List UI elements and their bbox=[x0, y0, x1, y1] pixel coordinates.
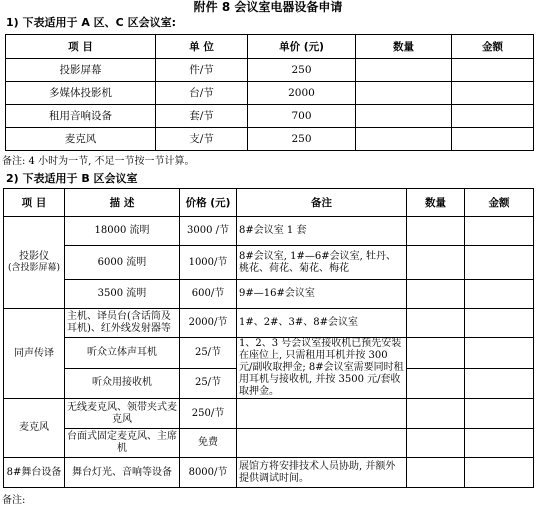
cell-item: 麦克风 bbox=[6, 128, 156, 151]
cell-quantity[interactable] bbox=[356, 82, 452, 105]
cell-amount[interactable] bbox=[465, 399, 534, 429]
cell-price: 250 bbox=[248, 128, 356, 151]
table-row bbox=[6, 105, 534, 128]
table-ac-zone bbox=[5, 34, 534, 151]
group-microphone: 麦克风 bbox=[4, 399, 65, 458]
cell-price: 2000 bbox=[248, 82, 356, 105]
table-row bbox=[4, 458, 534, 488]
cell-quantity[interactable] bbox=[356, 59, 452, 82]
cell-description: 舞台灯光、音响等设备 bbox=[65, 458, 180, 488]
cell-quantity[interactable] bbox=[407, 309, 465, 338]
cell-price: 600/节 bbox=[180, 280, 237, 309]
cell-remark: 8#会议室 1 套 bbox=[237, 217, 407, 246]
cell-price: 3000 /节 bbox=[180, 217, 237, 246]
cell-quantity[interactable] bbox=[407, 246, 465, 280]
cell-remark-shared: 1、2、3 号会议室接收机已预先安装在座位上, 只需租用耳机并按 300 元/副收取押金; 8#会议室需要同时租用耳机与接收机, 并按 3500 元/套收取押金。 bbox=[237, 338, 407, 399]
cell-unit: 套/节 bbox=[156, 105, 248, 128]
group-interpretation: 同声传译 bbox=[4, 309, 65, 399]
table-row bbox=[6, 59, 534, 82]
cell-price: 1000/节 bbox=[180, 246, 237, 280]
cell-item: 多媒体投影机 bbox=[6, 82, 156, 105]
section1-heading: 1) 下表适用于 A 区、C 区会议室: bbox=[6, 16, 176, 29]
table-row bbox=[4, 338, 534, 369]
cell-description: 6000 流明 bbox=[65, 246, 180, 280]
cell-price: 2000/节 bbox=[180, 309, 237, 338]
table-row bbox=[6, 82, 534, 105]
col-header-amount: 金额 bbox=[465, 189, 534, 217]
cell-amount[interactable] bbox=[452, 105, 534, 128]
cell-amount[interactable] bbox=[465, 280, 534, 309]
section2-note: 备注: bbox=[2, 495, 26, 506]
cell-amount[interactable] bbox=[465, 217, 534, 246]
cell-quantity[interactable] bbox=[407, 368, 465, 399]
group-stage: 8#舞台设备 bbox=[4, 458, 65, 488]
table-row bbox=[4, 309, 534, 338]
cell-description: 无线麦克风、领带夹式麦克风 bbox=[65, 399, 180, 429]
cell-remark: 9#—16#会议室 bbox=[237, 280, 407, 309]
table-header-row bbox=[6, 35, 534, 59]
group-sublabel: (含投影屏幕) bbox=[7, 263, 61, 273]
cell-quantity[interactable] bbox=[407, 429, 465, 458]
cell-quantity[interactable] bbox=[407, 338, 465, 369]
table-b-zone bbox=[3, 188, 534, 488]
cell-unit: 件/节 bbox=[156, 59, 248, 82]
col-header-amount: 金额 bbox=[452, 35, 534, 59]
cell-amount[interactable] bbox=[465, 246, 534, 280]
cell-description: 3500 流明 bbox=[65, 280, 180, 309]
cell-amount[interactable] bbox=[465, 458, 534, 488]
table-row bbox=[4, 246, 534, 280]
cell-description: 听众立体声耳机 bbox=[65, 338, 180, 369]
cell-description: 台面式固定麦克风、主席机 bbox=[65, 429, 180, 458]
table-header-row bbox=[4, 189, 534, 217]
cell-item: 租用音响设备 bbox=[6, 105, 156, 128]
col-header-item: 项 目 bbox=[4, 189, 65, 217]
cell-quantity[interactable] bbox=[407, 217, 465, 246]
col-header-price: 单价 (元) bbox=[248, 35, 356, 59]
cell-description: 听众用接收机 bbox=[65, 368, 180, 399]
cell-amount[interactable] bbox=[465, 429, 534, 458]
cell-price: 700 bbox=[248, 105, 356, 128]
cell-quantity[interactable] bbox=[356, 105, 452, 128]
cell-description: 18000 流明 bbox=[65, 217, 180, 246]
cell-price: 8000/节 bbox=[180, 458, 237, 488]
document-title: 附件 8 会议室电器设备申请 bbox=[193, 0, 343, 14]
cell-amount[interactable] bbox=[465, 338, 534, 369]
cell-unit: 支/节 bbox=[156, 128, 248, 151]
cell-description: 主机、译员台(含话筒及耳机)、红外线发射器等 bbox=[65, 309, 180, 338]
cell-quantity[interactable] bbox=[356, 128, 452, 151]
table-row bbox=[4, 399, 534, 429]
cell-amount[interactable] bbox=[452, 59, 534, 82]
cell-quantity[interactable] bbox=[407, 458, 465, 488]
cell-remark: 1#、2#、3#、8#会议室 bbox=[237, 309, 407, 338]
table-row bbox=[4, 280, 534, 309]
cell-remark bbox=[237, 399, 407, 429]
cell-price: 25/节 bbox=[180, 368, 237, 399]
cell-price: 250/节 bbox=[180, 399, 237, 429]
cell-unit: 台/节 bbox=[156, 82, 248, 105]
cell-remark: 展馆方将安排技术人员协助, 并额外提供调试时间。 bbox=[237, 458, 407, 488]
cell-remark: 8#会议室, 1#—6#会议室, 牡丹、桃花、荷花、菊花、梅花 bbox=[237, 246, 407, 280]
table-row bbox=[6, 128, 534, 151]
cell-price: 免费 bbox=[180, 429, 237, 458]
cell-remark bbox=[237, 429, 407, 458]
cell-item: 投影屏幕 bbox=[6, 59, 156, 82]
cell-price: 250 bbox=[248, 59, 356, 82]
col-header-price: 价格 (元) bbox=[180, 189, 237, 217]
col-header-quantity: 数量 bbox=[407, 189, 465, 217]
group-projector bbox=[4, 217, 65, 309]
group-label: 投影仪 bbox=[19, 251, 49, 262]
col-header-remark: 备注 bbox=[237, 189, 407, 217]
section2-heading: 2) 下表适用于 B 区会议室 bbox=[6, 172, 138, 185]
cell-amount[interactable] bbox=[465, 309, 534, 338]
col-header-item: 项 目 bbox=[6, 35, 156, 59]
cell-amount[interactable] bbox=[452, 82, 534, 105]
cell-amount[interactable] bbox=[465, 368, 534, 399]
table-row bbox=[4, 429, 534, 458]
cell-amount[interactable] bbox=[452, 128, 534, 151]
col-header-unit: 单 位 bbox=[156, 35, 248, 59]
section1-note: 备注: 4 小时为一节, 不足一节按一节计算。 bbox=[2, 156, 195, 167]
cell-price: 25/节 bbox=[180, 338, 237, 369]
cell-quantity[interactable] bbox=[407, 399, 465, 429]
col-header-description: 描 述 bbox=[65, 189, 180, 217]
table-row bbox=[4, 217, 534, 246]
col-header-quantity: 数量 bbox=[356, 35, 452, 59]
cell-quantity[interactable] bbox=[407, 280, 465, 309]
